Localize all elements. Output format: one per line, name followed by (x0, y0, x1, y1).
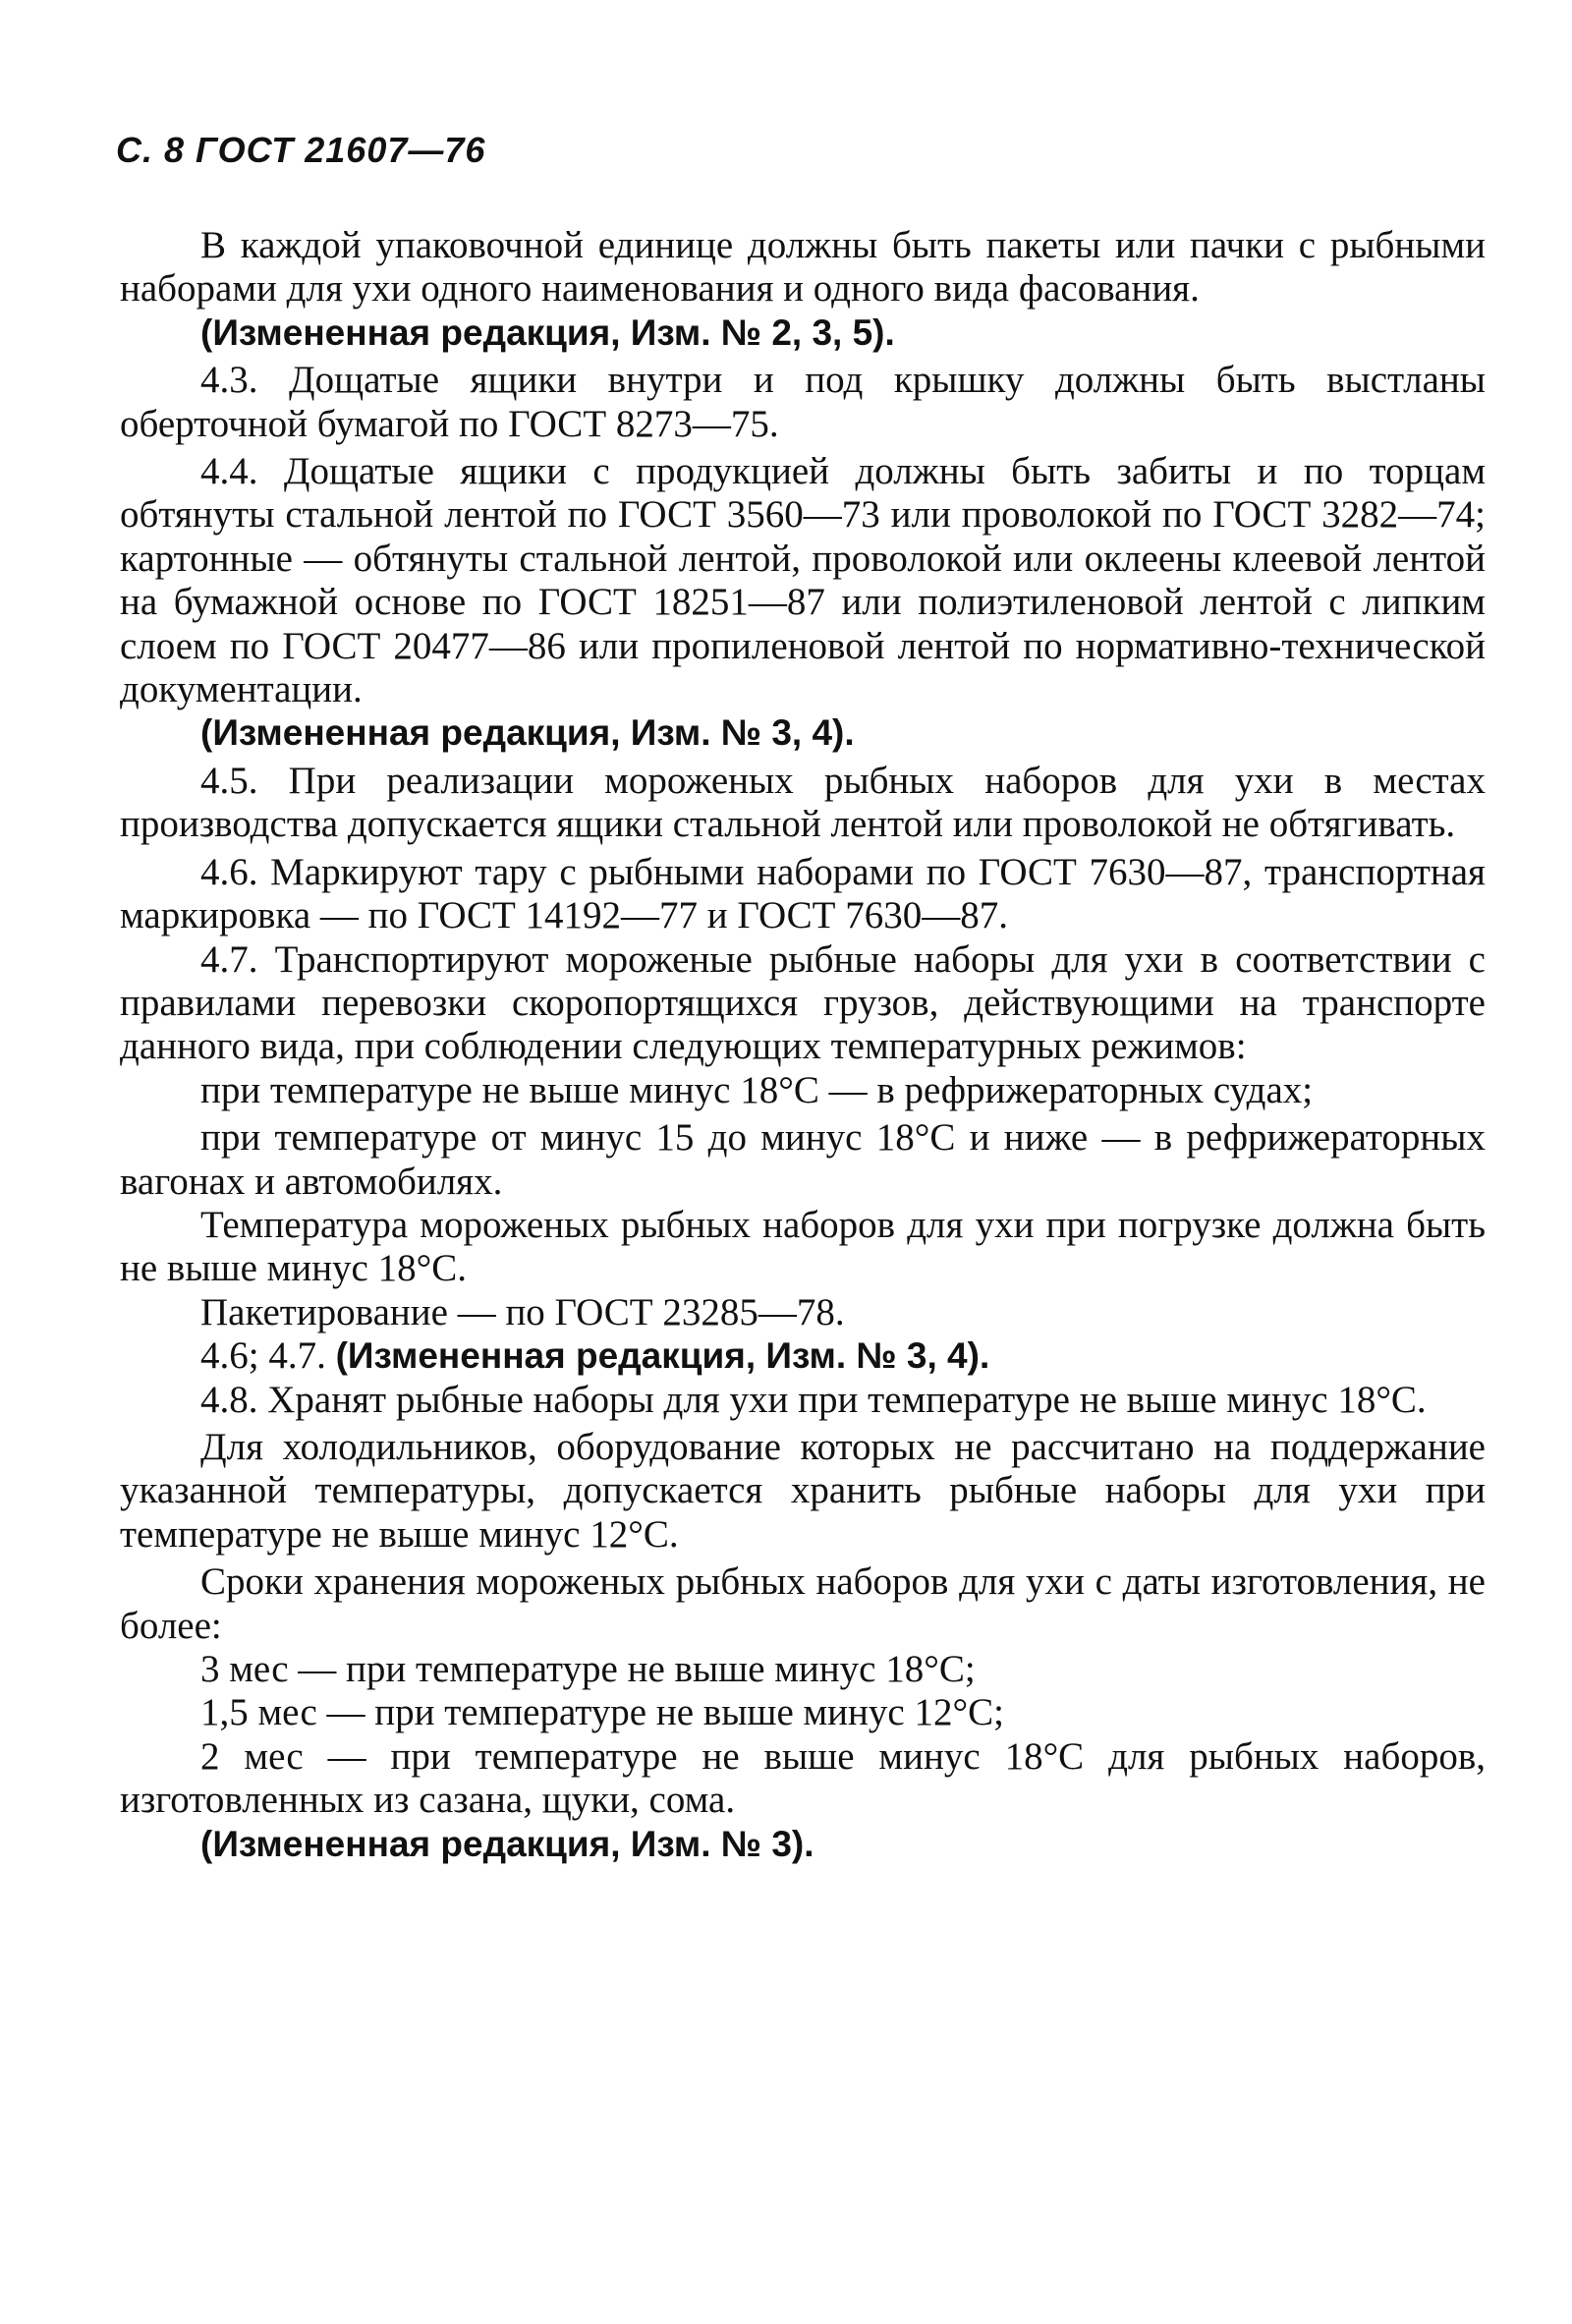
paragraph-term-1-5-months: 1,5 мес — при температуре не выше минус 12°С; (200, 1691, 1004, 1734)
revision-note: (Измененная редакция, Изм. № 3, 4). (335, 1335, 990, 1377)
revision-note-prefix: 4.6; 4.7. (200, 1334, 336, 1378)
paragraph-4-3: 4.3. Дощатые ящики внутри и под крышку должны быть выстланы оберточной бумагой по ГОСТ 8273—75. (120, 359, 1486, 445)
paragraph-packaging-unit: В каждой упаковочной единице должны быть пакеты или пачки с рыбными наборами для ухи одного наименования и одного вида фасования. (120, 224, 1486, 311)
paragraph-4-5: 4.5. При реализации мороженых рыбных наборов для ухи в местах производства допускается ящики стальной лентой или проволокой не обтягивать. (120, 759, 1486, 846)
paragraph-ship-transport: при температуре не выше минус 18°С — в рефрижераторных судах; (200, 1068, 1314, 1111)
document-body (120, 224, 1486, 1866)
revision-note: (Измененная редакция, Изм. № 3, 4). (200, 712, 855, 754)
paragraph-term-3-months: 3 мес — при температуре не выше минус 18°С; (200, 1648, 976, 1690)
paragraph-refrigerators: Для холодильников, оборудование которых не рассчитано на поддержание указанной температуры, допускается хранить рыбные наборы для ухи при температуре не выше минус 12°С. (120, 1425, 1486, 1556)
paragraph-4-7: 4.7. Транспортируют мороженые рыбные наборы для ухи в соответствии с правилами перевозки скоропортящихся грузов, действующими на транспорте данного вида, при соблюдении следующих температурных режимов: (120, 937, 1486, 1068)
page-header: С. 8 ГОСТ 21607—76 (116, 130, 486, 170)
revision-note: (Измененная редакция, Изм. № 2, 3, 5). (200, 312, 895, 353)
paragraph-storage-terms: Сроки хранения мороженых рыбных наборов для ухи с даты изготовления, не более: (120, 1560, 1486, 1647)
paragraph-packeting: Пакетирование — по ГОСТ 23285—78. (200, 1290, 845, 1333)
revision-note: (Измененная редакция, Изм. № 3). (200, 1823, 814, 1864)
paragraph-rail-transport: при температуре от минус 15 до минус 18°С и ниже — в рефрижераторных вагонах и автомобилях. (120, 1116, 1486, 1203)
revision-note-line (120, 1334, 1486, 1378)
paragraph-4-6: 4.6. Маркируют тару с рыбными наборами по ГОСТ 7630—87, транспортная маркировка — по ГОСТ 14192—77 и ГОСТ 7630—87. (120, 850, 1486, 937)
paragraph-4-4: 4.4. Дощатые ящики с продукцией должны быть забиты и по торцам обтянуты стальной лентой по ГОСТ 3560—73 или проволокой по ГОСТ 3282—74; картонные — обтянуты стальной лентой, проволокой или оклеены клеевой лентой на бумажной основе по ГОСТ 18251—87 или полиэтиленовой лентой с липким слоем по ГОСТ 20477—86 или пропиленовой лентой по нормативно-технической документации. (120, 450, 1486, 711)
paragraph-4-8: 4.8. Хранят рыбные наборы для ухи при температуре не выше минус 18°С. (200, 1378, 1427, 1421)
paragraph-term-2-months: 2 мес — при температуре не выше минус 18°С для рыбных наборов, изготовленных из сазана, щуки, сома. (120, 1734, 1486, 1822)
paragraph-loading-temperature: Температура мороженых рыбных наборов для ухи при погрузке должна быть не выше минус 18°С. (120, 1203, 1486, 1290)
